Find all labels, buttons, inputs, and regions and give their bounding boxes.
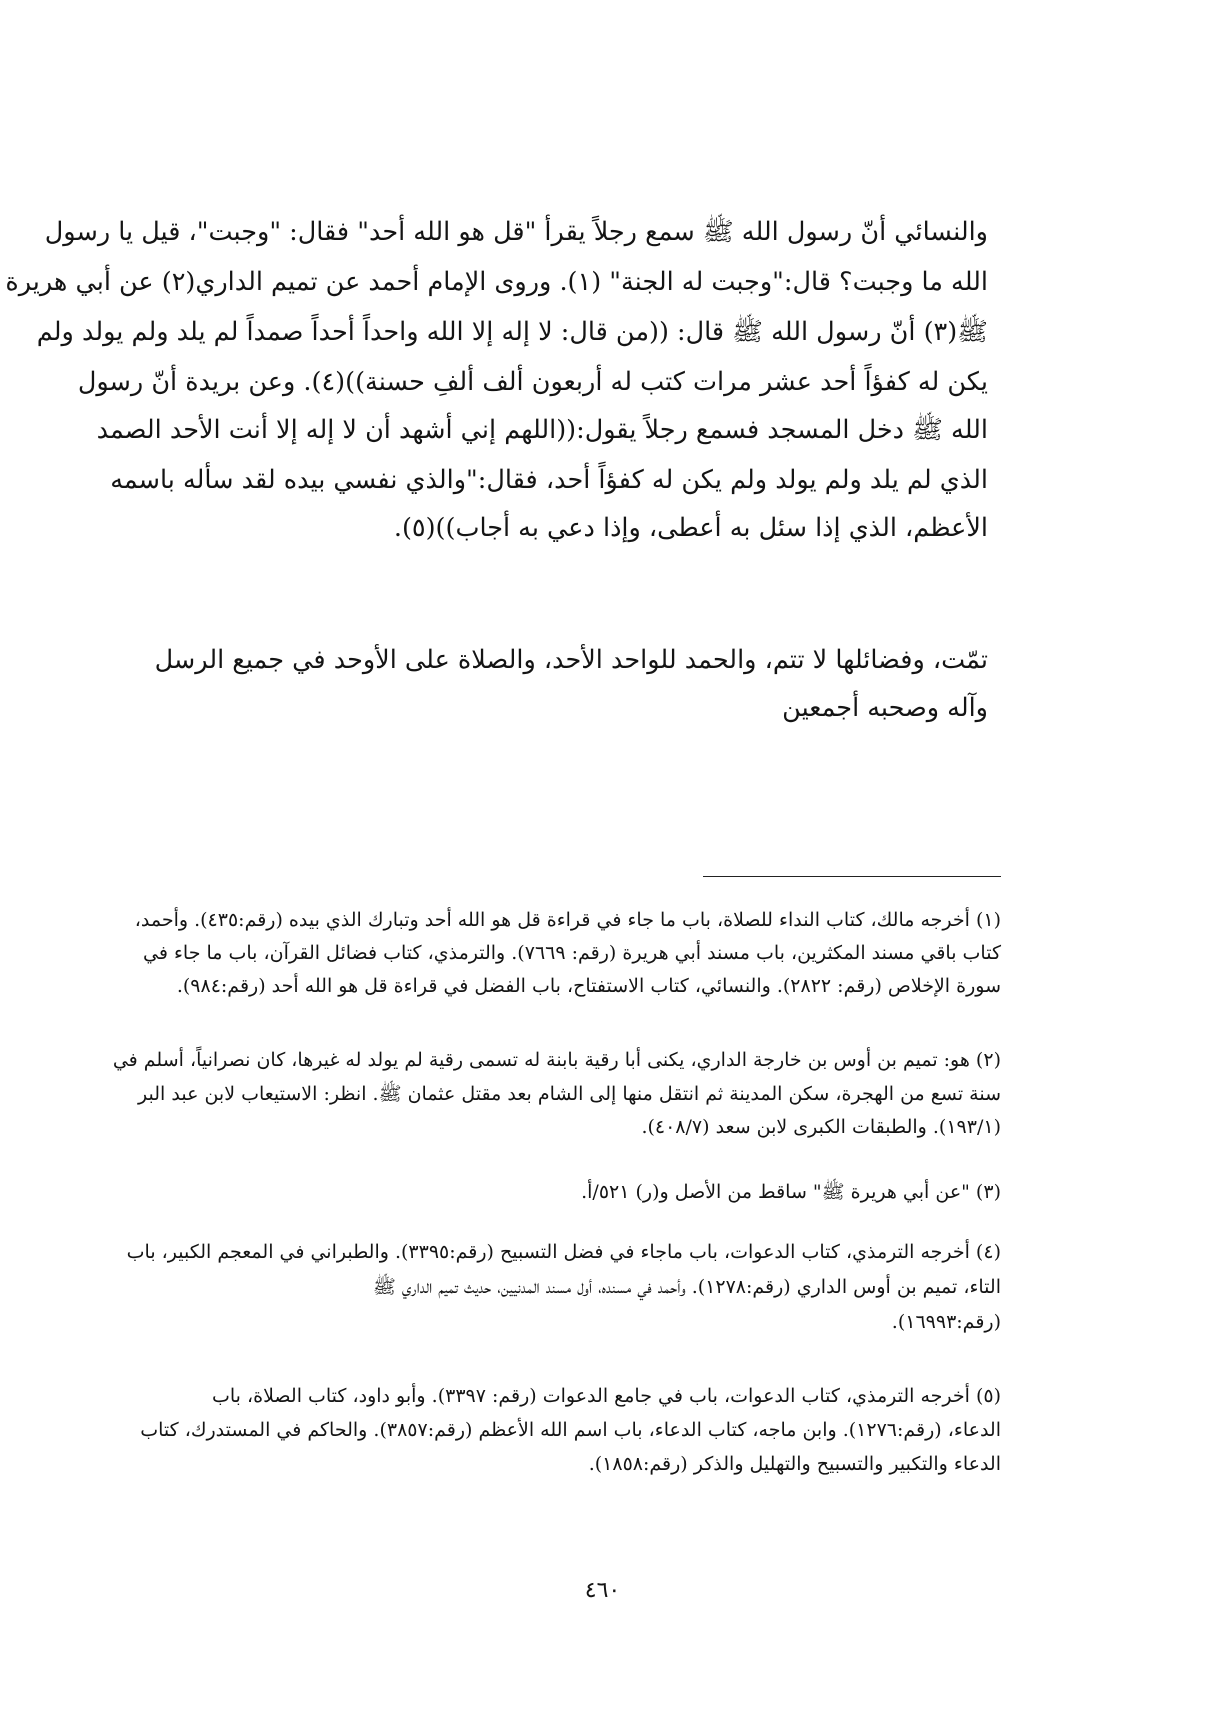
- footnote-line: سورة الإخلاص (رقم: ٢٨٢٢). والنسائي، كتاب الاستفتاح، باب الفضل في قراءة قل هو الله أحد (رقم:٩٨٤).: [176, 975, 1001, 997]
- main-line: يكن له كفؤاً أحد عشر مرات كتب له أربعون ألف ألفِ حسنة))(٤). وعن بريدة أنّ رسول: [77, 367, 988, 397]
- footnote-line: الدعاء والتكبير والتسبيح والتهليل والذكر (رقم:١٨٥٨).: [588, 1453, 1001, 1475]
- footnote-line: الدعاء، (رقم:١٢٧٦). وابن ماجه، كتاب الدعاء، باب اسم الله الأعظم (رقم:٣٨٥٧). والحاكم في المستدرك، كتاب: [140, 1419, 1001, 1441]
- footnote-line: (٣) "عن أبي هريرة ﷺ" ساقط من الأصل و(ر) ٥٢١/أ.: [581, 1181, 1001, 1203]
- footnote-line: (١٩٣/١). والطبقات الكبرى لابن سعد (٤٠٨/٧).: [641, 1116, 1001, 1138]
- footnote-separator: [703, 876, 1001, 877]
- footnote-line: كتاب باقي مسند المكثرين، باب مسند أبي هريرة (رقم: ٧٦٦٩). والترمذي، كتاب فضائل القرآن، باب ما جاء في: [143, 942, 1001, 964]
- main-line: الذي لم يلد ولم يولد ولم يكن له كفؤاً أحد، فقال:"والذي نفسي بيده لقد سأله باسمه: [110, 465, 988, 495]
- main-line: والنسائي أنّ رسول الله ﷺ سمع رجلاً يقرأ "قل هو الله أحد" فقال: "وجبت"، قيل يا رسول: [44, 217, 988, 247]
- footnote-line: سنة تسع من الهجرة، سكن المدينة ثم انتقل منها إلى الشام بعد مقتل عثمان ﷺ. انظر: الاستيعاب لابن عبد البر: [138, 1083, 1001, 1105]
- footnote-line: (١) أخرجه مالك، كتاب النداء للصلاة، باب ما جاء في قراءة قل هو الله أحد وتبارك الذي بيده (رقم:٤٣٥). وأحمد،: [134, 909, 1001, 931]
- footnote-line: (٢) هو: تميم بن أوس بن خارجة الداري، يكنى أبا رقية بابنة له تسمى رقية لم يولد له غيرها، كان نصرانياً، أسلم في: [112, 1049, 1001, 1071]
- main-line: وآله وصحبه أجمعين: [782, 693, 988, 723]
- main-paragraph-2: [118, 640, 988, 740]
- main-line: تمّت، وفضائلها لا تتم، والحمد للواحد الأحد، والصلاة على الأوحد في جميع الرسل: [154, 645, 988, 675]
- footnote-line: (رقم:١٦٩٩٣).: [891, 1311, 1001, 1333]
- footnote-line: (٥) أخرجه الترمذي، كتاب الدعوات، باب في جامع الدعوات (رقم: ٣٣٩٧). وأبو داود، كتاب الصلاة، باب: [212, 1385, 1001, 1407]
- main-line: ﷺ(٣) أنّ رسول الله ﷺ قال: ((من قال: لا إله إلا الله واحداً أحداً صمداً لم يلد ولم يولد ولم: [36, 317, 988, 347]
- main-paragraph-1: [5, 212, 988, 543]
- main-line: الأعظم، الذي إذا سئل به أعطى، وإذا دعي به أجاب))(٥).: [393, 513, 988, 543]
- footnote-line: التاء، تميم بن أوس الداري (رقم:١٢٧٨). وأحمد في مسنده، أول مسند المدنيين، حديث تميم الداري ﷺ: [372, 1276, 1001, 1298]
- page-number: ٤٦٠: [584, 1578, 621, 1603]
- footnote-line: (٤) أخرجه الترمذي، كتاب الدعوات، باب ماجاء في فضل التسبيح (رقم:٣٣٩٥). والطبراني في المعجم الكبير، باب: [126, 1241, 1001, 1263]
- main-line: الله ما وجبت؟ قال:"وجبت له الجنة" (١). وروى الإمام أحمد عن تميم الداري(٢) عن أبي هريرة: [5, 267, 988, 297]
- main-line: الله ﷺ دخل المسجد فسمع رجلاً يقول:((اللهم إني أشهد أن لا إله إلا أنت الأحد الصمد: [96, 415, 988, 445]
